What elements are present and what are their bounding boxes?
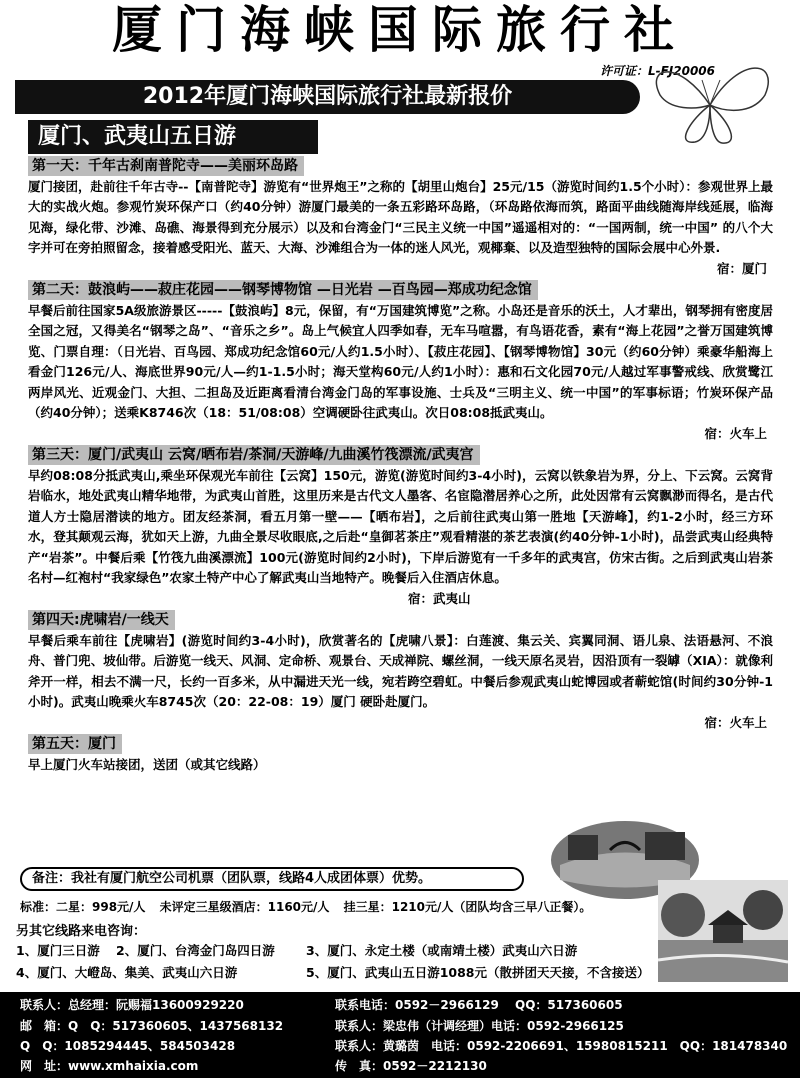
contact-footer xyxy=(0,992,800,1078)
price-three-star: 挂三星：1210元/人（团队均含三早八正餐）。 xyxy=(343,900,592,914)
footer-contact-huang: 联系人：黄璐茵 电话：0592-2206691、15980815211 QQ：181478340 xyxy=(335,1039,788,1053)
day-5 xyxy=(28,733,528,775)
day-description: 早约08:08分抵武夷山,乘坐环保观光车前往【云窝】150元，游览(游览时间约3-4小时)，云窝以铁象岩为界，分上、下云窝。云窝背岩临水，地处武夷山精华地带，为武夷山首胜，这里历来是古代文人墨客、名宦隐潜居养心之所，此处因常有云窝飘渺而得名，是古代道人方士隐居潜读的地方。团友经茶洞，看五月第一壁——【晒布岩】，之后前往武夷山第一胜地【天游峰】，约1-2小时，经三方环水，登其颠观云海，犹如天上游，九曲全景尽收眼底,之后赴“皇御茗茶庄”观看精湛的茶艺表演(约40分钟-1小时)，品尝武夷山经典特产“岩茶”。中餐后乘【竹筏九曲溪漂流】100元(游览时间约2小时)，下岸后游览有一千多年的武夷宫，仿宋古街。之后到武夷山岩茶名村—红袍村“我家绿色”农家土特产中心了解武夷山当地特产。晚餐后入住酒店休息。 xyxy=(28,467,773,585)
route-item: 4、厦门、大嶝岛、集美、武夷山六日游 xyxy=(16,965,238,980)
tour-title: 厦门、武夷山五日游 xyxy=(28,120,318,154)
day-lodging: 宿：武夷山 xyxy=(408,590,471,606)
day-description: 早餐后前往国家5A级旅游景区-----【鼓浪屿】8元，保留，有“万国建筑博览”之称。小岛还是音乐的沃土，人才辈出，钢琴拥有密度居全国之冠，又得美名“钢琴之岛”、“音乐之乡”。岛上气候宜人四季如春，无车马喧嚣，有鸟语花香，素有“海上花园”之誉万国建筑博览、门票自理：（日光岩、百鸟园、郑成功纪念馆60元/人约1.5小时）、【菽庄花园】、【钢琴博物馆】30元（约60分钟）乘豪华船海上看金门126元/人、海底世界90元/人—约1-1.5小时；海天堂构60元/人约1小时）：惠和石文化园70元/人越过军事警戒线、欣赏鹭江两岸风光、近观金门、大担、二担岛及近距离看清台湾金门岛的军事设施、士兵及“三明主义、统一中国”的军事标语；竹炭环保产品（约40分钟）；送乘K8746次（18：51/08:08）空调硬卧往武夷山。次日08:08抵武夷山。 xyxy=(28,302,773,420)
route-item: 1、厦门三日游 xyxy=(16,943,100,958)
footer-email: 邮 箱：Q Q：517360605、1437568132 xyxy=(20,1019,284,1033)
day-lodging: 宿：厦门 xyxy=(716,260,767,276)
note-banner: 备注：我社有厦门航空公司机票（团队票，线路4人成团体票）优势。 xyxy=(20,867,524,891)
route-item: 2、厦门、台湾金门岛四日游 xyxy=(116,943,275,958)
price-banner: 2012年厦门海峡国际旅行社最新报价 xyxy=(15,80,640,114)
day-heading: 第一天：千年古刹南普陀寺——美丽环岛路 xyxy=(28,156,304,176)
license-number: 许可证：L-FJ20006 xyxy=(599,64,715,78)
day-4 xyxy=(28,609,773,733)
agency-brand-title: 厦门海峡国际旅行社 xyxy=(112,0,688,59)
footer-fax: 传 真：0592－2212130 xyxy=(335,1059,487,1073)
footer-phone: 联系电话：0592－2966129 QQ：517360605 xyxy=(335,998,623,1012)
day-description: 早餐后乘车前往【虎啸岩】(游览时间约3-4小时)，欣赏著名的【虎啸八景】：白莲渡、集云关、宾翼同洞、语儿泉、法语悬河、不浪舟、普门兜、坡仙带。后游览一线天、风洞、定命桥、观景台、天成禅院、螺丝洞，一线天原名灵岩，因沿顶有一裂罅（XIA）：就像利斧开一样，相去不满一尺，长约一百多米，从中漏进天光一线，宛若跨空碧虹。中餐后参观武夷山蛇博园或者蕲蛇馆(时间约30分钟-1小时)。武夷山晚乘火车8745次（20：22-08：19）厦门 硬卧赴厦门。 xyxy=(28,632,773,709)
route-item: 3、厦门、永定土楼（或南靖土楼）武夷山六日游 xyxy=(306,943,578,958)
day-heading: 第二天：鼓浪屿——菽庄花园——钢琴博物馆 —日光岩 —百鸟园—郑成功纪念馆 xyxy=(28,280,538,300)
day-3 xyxy=(28,444,773,609)
day-heading: 第五天：厦门 xyxy=(28,734,122,754)
footer-manager: 联系人：总经理：阮赐福13600929220 xyxy=(20,998,244,1012)
price-standard: 标准：二星：998元/人 xyxy=(20,900,146,914)
day-lodging: 宿：火车上 xyxy=(704,714,767,730)
day-description: 早上厦门火车站接团，送团（或其它线路） xyxy=(28,756,266,772)
day-heading: 第三天：厦门/武夷山 云窝/晒布岩/茶洞/天游峰/九曲溪竹筏漂流/武夷宫 xyxy=(28,445,480,465)
garden-pavilion-photo xyxy=(658,880,788,982)
day-lodging: 宿：火车上 xyxy=(704,425,767,441)
itinerary xyxy=(28,155,773,775)
other-routes-title: 另其它线路来电咨询： xyxy=(16,924,147,939)
route-item: 5、厦门、武夷山五日游1088元（散拼团天天接，不含接送） xyxy=(306,965,650,980)
day-description: 厦门接团，赴前往千年古寺--【南普陀寺】游览有“世界炮王”之称的【胡里山炮台】25元/15（游览时间约1.5个小时）：参观世界上最大的实战火炮。参观竹炭环保产口（约40分钟）游厦门最美的一条五彩路环岛路，（环岛路依海而筑，路面平曲线随海岸线延展，临海见海，绿化带、沙滩、岛礁、海景得到充分展示）以及和台湾金门“三民主义统一中国”遥遥相对的：“一国两制，统一中国” 的八个大字并可在旁拍照留念，接着感受阳光、蓝天、大海、沙滩组合为一体的迷人风光，观椰棄、以及造型独特的国际会展中心外景. xyxy=(28,178,773,255)
day-1 xyxy=(28,155,773,279)
footer-website: 网 址：www.xmhaixia.com xyxy=(20,1059,199,1073)
footer-qq: Q Q：1085294445、584503428 xyxy=(20,1039,236,1053)
price-unrated-hotel: 未评定三星级酒店：1160元/人 xyxy=(159,900,330,914)
butterfly-icon xyxy=(640,50,780,150)
day-heading: 第四天:虎啸岩/一线天 xyxy=(28,610,175,630)
day-2 xyxy=(28,279,773,444)
footer-contact-liang: 联系人：梁忠伟（计调经理）电话：0592-2966125 xyxy=(335,1019,624,1033)
price-line xyxy=(20,898,660,915)
